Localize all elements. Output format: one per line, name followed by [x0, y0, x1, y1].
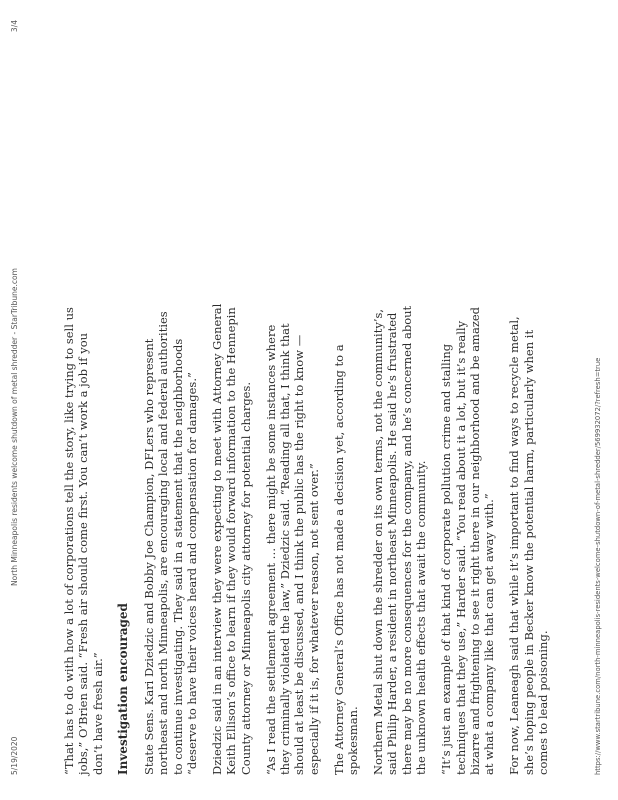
page-number: 3/4	[10, 20, 19, 33]
paragraph: “It’s just an example of that kind of corporate pollution crime and stalling techniques that they use,” Harder said. “You read about it a lot, but it’s really bizarre and frightening to see it right there in our neighborhood and be amazed at what a company like that can get away with.”	[439, 306, 497, 775]
header-date: 5/19/2020	[10, 736, 19, 775]
article-body	[62, 300, 561, 775]
paragraph: “That has to do with how a lot of corporations tell the story, like trying to sell us jobs,” O’Brien said. “Fresh air should come first. You can’t work a job if you don’t have fresh air.”	[62, 307, 105, 775]
paragraph: State Sens. Kari Dziedzic and Bobby Joe Champion, DFLers who represent northeast and north Minneapolis, are encouraging local and federal authorities to continue investigating. They said in a statement that the neighborhoods “deserve to have their voices heard and compensation for damages.”	[141, 311, 199, 775]
paragraph: Dziedzic said in an interview they were expecting to meet with Attorney General Keith Ellison’s office to learn if they would forward information to the Hennepin County attorney or Minneapolis city attorney for potential charges.	[209, 303, 253, 775]
paragraph: Northern Metal shut down the shredder on its own terms, not the community’s, said Philip Harder, a resident in northeast Minneapolis. He said he’s frustrated there may be no more consequences for the company, and he’s concerned about the unknown health effects that await the community.	[371, 305, 429, 775]
paragraph: The Attorney General’s Office has not made a decision yet, according to a spokesman.	[331, 344, 361, 775]
footer-url[interactable]: https://www.startribune.com/north-minneapolis-residents-welcome-shutdown-of-metal-shredder/569932072/?refresh=true	[594, 357, 602, 775]
header-title: North Minneapolis residents welcome shutdown of metal shredder - StarTribune.com	[10, 268, 19, 586]
paragraph: For now, Leaneagh said that while it’s important to find ways to recycle metal, she’s hoping people in Becker know the potential harm, particularly when it comes to lead poisoning.	[507, 316, 551, 775]
paragraph: “As I read the settlement agreement … there might be some instances where they criminally violated the law,” Dziedzic said. “Reading all that, I think that should at least be discussed, and I think the public has the right to know — especially if it is, for whatever reason, not sent over.”	[263, 323, 321, 775]
section-heading: Investigation encouraged	[115, 603, 130, 775]
